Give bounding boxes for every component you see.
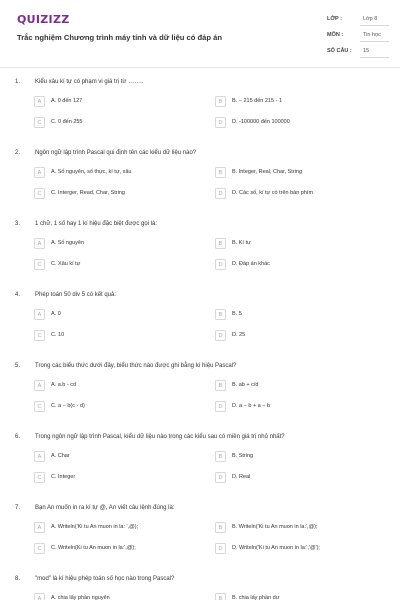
worksheet-meta — [327, 14, 389, 62]
answer-option[interactable] — [34, 522, 209, 536]
answer-option[interactable] — [215, 451, 390, 465]
question-item — [0, 143, 400, 214]
answer-option[interactable] — [215, 401, 390, 415]
question-item — [0, 356, 400, 427]
question-item — [0, 569, 400, 600]
worksheet-header — [0, 0, 400, 72]
option-text: D. a − b + a − b — [232, 403, 271, 409]
option-letter-box: B — [215, 167, 226, 178]
option-letter-box: D — [215, 330, 226, 341]
option-text: D. 25 — [232, 332, 246, 338]
answer-option[interactable] — [215, 472, 390, 486]
question-text: Bạn An muốn in ra kí tự @, An viết câu lệnh đúng là: — [35, 505, 175, 511]
question-number: 6. — [15, 434, 21, 440]
question-number: 1. — [15, 79, 21, 85]
question-text: Kiểu xâu kí tự có phạm vi giá trị từ …….. — [35, 79, 144, 85]
meta-value: 15 — [363, 48, 370, 54]
option-letter-box: C — [34, 543, 45, 554]
question-item — [0, 498, 400, 569]
question-text: "mod" là kí hiệu phép toán số học nào trong Pascal? — [35, 576, 175, 582]
answer-option[interactable] — [215, 259, 390, 273]
option-text: B. ab + c/d — [232, 382, 259, 388]
option-text: A. Writeln('Ki tu An muon in la: ',@); — [51, 524, 139, 530]
option-letter-box: B — [215, 238, 226, 249]
meta-label: LỚP : — [327, 16, 342, 22]
answer-option[interactable] — [215, 167, 390, 181]
answer-option[interactable] — [215, 543, 390, 557]
meta-value: Lớp 8 — [363, 16, 378, 22]
option-letter-box: B — [215, 593, 226, 600]
answer-option[interactable] — [215, 96, 390, 110]
option-letter-box: C — [34, 401, 45, 412]
option-letter-box: D — [215, 543, 226, 554]
meta-value: Tin học — [363, 32, 381, 38]
question-item — [0, 285, 400, 356]
answer-option[interactable] — [215, 380, 390, 394]
answer-option[interactable] — [34, 259, 209, 273]
meta-underline — [360, 25, 389, 26]
answer-option[interactable] — [215, 309, 390, 323]
question-item — [0, 72, 400, 143]
answer-option[interactable] — [34, 472, 209, 486]
option-text: B. Kí tự — [232, 240, 251, 246]
question-text: Phép toán 50 div 5 có kết quả: — [35, 292, 117, 298]
option-letter-box: A — [34, 593, 45, 600]
answer-option[interactable] — [34, 167, 209, 181]
option-text: C. Interger, Read, Char, String — [51, 190, 125, 196]
option-text: D. Đáp án khác — [232, 261, 270, 267]
option-letter-box: D — [215, 188, 226, 199]
option-text: A. Char — [51, 453, 70, 459]
answer-option[interactable] — [34, 543, 209, 557]
option-text: C. Integer — [51, 474, 76, 480]
option-text: A. 0 — [51, 311, 61, 317]
question-number: 4. — [15, 292, 21, 298]
option-text: C. Xâu kí tự — [51, 261, 81, 267]
option-letter-box: C — [34, 472, 45, 483]
option-text: A. a.b - cd — [51, 382, 77, 388]
option-text: B. − 215 đến 215 - 1 — [232, 98, 282, 104]
question-number: 7. — [15, 505, 21, 511]
question-number: 8. — [15, 576, 21, 582]
meta-underline — [360, 41, 389, 42]
question-text: 1 chữ, 1 số hay 1 kí hiệu đặc biệt được gọi là: — [35, 221, 158, 227]
meta-underline — [360, 57, 389, 58]
option-letter-box: B — [215, 380, 226, 391]
answer-option[interactable] — [215, 593, 390, 600]
option-text: D. -100000 đến 100000 — [232, 119, 290, 125]
option-text: A. 0 đến 127 — [51, 98, 83, 104]
option-letter-box: C — [34, 330, 45, 341]
worksheet-title: Trắc nghiệm Chương trình máy tính và dữ liệu có đáp án — [17, 33, 223, 42]
option-text: C. Writeln(Ki tu An muon in la:',@); — [51, 545, 136, 551]
question-text: Trong các biểu thức dưới đây, biểu thức nào được ghi bằng kí hiệu Pascal? — [35, 363, 237, 369]
meta-row-class — [327, 14, 389, 30]
question-item — [0, 427, 400, 498]
answer-option[interactable] — [34, 238, 209, 252]
option-letter-box: C — [34, 117, 45, 128]
question-number: 2. — [15, 150, 21, 156]
option-text: C. 0 đến 255 — [51, 119, 83, 125]
answer-option[interactable] — [34, 593, 209, 600]
option-letter-box: A — [34, 522, 45, 533]
option-letter-box: A — [34, 167, 45, 178]
answer-option[interactable] — [215, 238, 390, 252]
quizizz-logo: QUIZIZZ — [17, 13, 70, 26]
answer-option[interactable] — [34, 330, 209, 344]
option-text: D. Writeln('Ki tu An muon in la:','@'); — [232, 545, 320, 551]
answer-option[interactable] — [34, 309, 209, 323]
option-letter-box: A — [34, 238, 45, 249]
answer-option[interactable] — [34, 188, 209, 202]
option-letter-box: B — [215, 96, 226, 107]
option-text: A. Số nguyên, số thực, kí tự, xâu — [51, 169, 132, 175]
option-letter-box: B — [215, 451, 226, 462]
option-letter-box: D — [215, 117, 226, 128]
answer-option[interactable] — [215, 188, 390, 202]
answer-option[interactable] — [34, 117, 209, 131]
option-letter-box: B — [215, 522, 226, 533]
meta-label: MÔN : — [327, 32, 344, 38]
answer-option[interactable] — [215, 522, 390, 536]
option-text: A. Số nguyên — [51, 240, 85, 246]
answer-option[interactable] — [34, 451, 209, 465]
option-text: D. Các số, kí tự có trên bàn phím — [232, 190, 314, 196]
answer-option[interactable] — [34, 380, 209, 394]
option-text: B. chia lấy phần dư — [232, 595, 280, 600]
question-text: Trong ngôn ngữ lập trình Pascal, kiểu dữ liệu nào trong các kiểu sau có miền giá trị nhỏ nhất? — [35, 434, 285, 440]
option-letter-box: A — [34, 309, 45, 320]
option-text: B. 5 — [232, 311, 242, 317]
option-text: C. 10 — [51, 332, 65, 338]
answer-option[interactable] — [34, 96, 209, 110]
option-text: B. Integer, Real, Char, String — [232, 169, 303, 175]
option-letter-box: A — [34, 451, 45, 462]
option-letter-box: D — [215, 472, 226, 483]
option-text: B. Writeln('Ki tu An muon in la:',@); — [232, 524, 318, 530]
answer-option[interactable] — [215, 117, 390, 131]
meta-row-subject — [327, 30, 389, 46]
option-letter-box: C — [34, 259, 45, 270]
answer-option[interactable] — [34, 401, 209, 415]
option-letter-box: D — [215, 259, 226, 270]
option-text: A. chia lấy phần nguyên — [51, 595, 110, 600]
meta-row-count — [327, 46, 389, 62]
option-text: C. a − b(c - d) — [51, 403, 85, 409]
option-text: D. Real — [232, 474, 251, 480]
meta-label: SỐ CÂU : — [327, 48, 352, 54]
header-divider — [0, 67, 400, 68]
question-number: 3. — [15, 221, 21, 227]
question-list — [0, 72, 400, 600]
question-text: Ngôn ngữ lập trình Pascal qui định tên các kiểu dữ liệu nào? — [35, 150, 197, 156]
option-letter-box: D — [215, 401, 226, 412]
answer-option[interactable] — [215, 330, 390, 344]
option-letter-box: A — [34, 96, 45, 107]
option-letter-box: C — [34, 188, 45, 199]
option-text: B. String — [232, 453, 254, 459]
option-letter-box: A — [34, 380, 45, 391]
option-letter-box: B — [215, 309, 226, 320]
question-item — [0, 214, 400, 285]
question-number: 5. — [15, 363, 21, 369]
